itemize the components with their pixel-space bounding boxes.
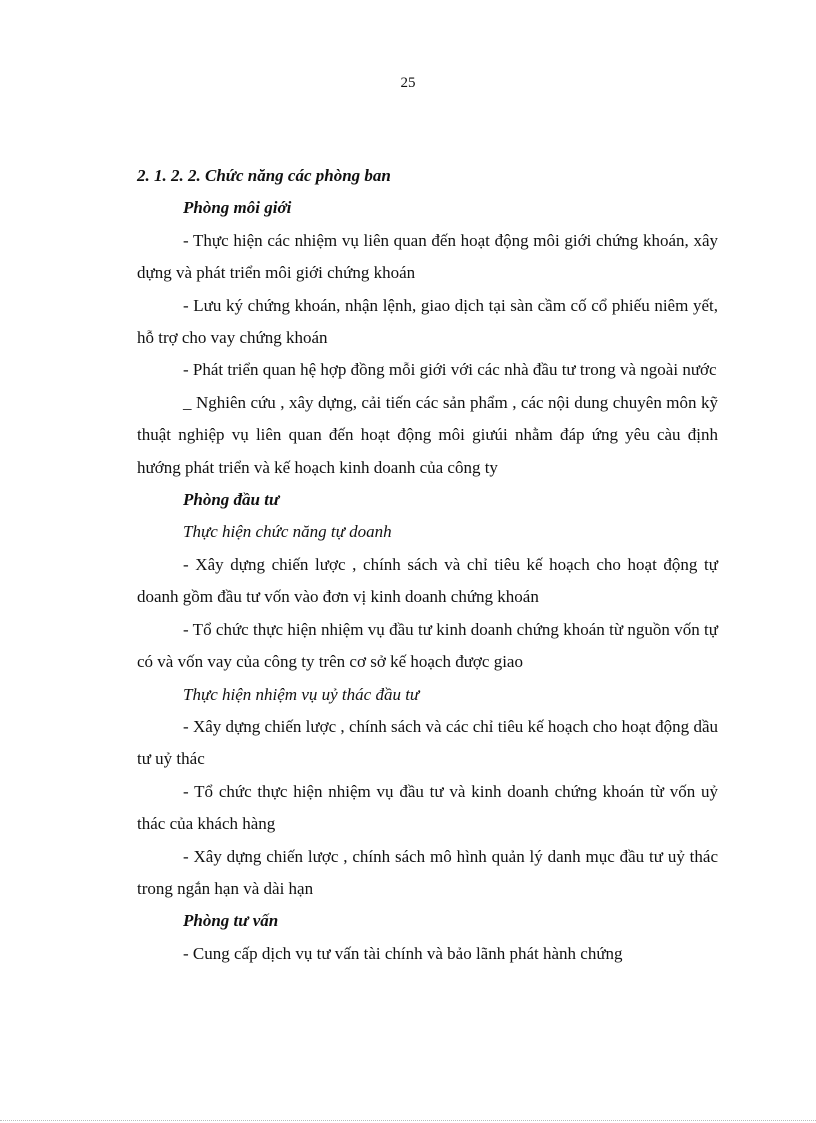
subsection-title-investment: Phòng đầu tư — [183, 490, 280, 510]
paragraph: - Cung cấp dịch vụ tư vấn tài chính và bảo lãnh phát hành chứng — [183, 943, 623, 963]
paragraph: - Lưu ký chứng khoán, nhận lệnh, giao dịch tại sàn cầm cố cổ phiếu niêm yết, hỗ trợ cho vay chứng khoán — [137, 295, 718, 348]
paragraph: - Xây dựng chiến lược , chính sách mô hình quản lý danh mục đầu tư uỷ thác trong ngắn hạn và dài hạn — [137, 846, 718, 898]
page-number: 25 — [400, 75, 416, 91]
paragraph: - Phát triển quan hệ hợp đồng mỗi giới với các nhà đầu tư trong và ngoài nước — [183, 360, 717, 380]
paragraph: - Thực hiện các nhiệm vụ liên quan đến hoạt động môi giới chứng khoán, xây dựng và phát triển môi giới chứng khoán — [137, 230, 718, 283]
subsection-title-advisory: Phòng tư vấn — [183, 911, 279, 931]
paragraph: - Xây dựng chiến lược , chính sách và các chỉ tiêu kế hoạch cho hoạt động dầu tư uỷ thác — [137, 716, 718, 769]
document-body — [137, 160, 718, 970]
function-title-proprietary: Thực hiện chức năng tự doanh — [183, 522, 392, 542]
paragraph: - Xây dựng chiến lược , chính sách và chỉ tiêu kế hoạch cho hoạt động tự doanh gồm đầu tư vốn vào đơn vị kinh doanh chứng khoán — [137, 554, 718, 607]
page-bottom-divider — [0, 1120, 816, 1121]
paragraph: - Tổ chức thực hiện nhiệm vụ đầu tư kinh doanh chứng khoán từ nguồn vốn tự có và vốn vay của công ty trên cơ sở kế hoạch được giao — [137, 619, 718, 672]
paragraph: - Tổ chức thực hiện nhiệm vụ đầu tư và kinh doanh chứng khoán từ vốn uỷ thác của khách hàng — [137, 781, 718, 834]
section-heading: 2. 1. 2. 2. Chức năng các phòng ban — [137, 166, 391, 185]
function-title-trust: Thực hiện nhiệm vụ uỷ thác đầu tư — [183, 684, 420, 704]
subsection-title-broker: Phòng môi giới — [183, 198, 292, 218]
paragraph: _ Nghiên cứu , xây dựng, cải tiến các sản phẩm , các nội dung chuyên môn kỹ thuật nghiệp vụ liên quan đến hoạt động môi giưúi nhằm đáp ứng yêu càu định hướng phát triển và kế hoạch kinh doanh của công ty — [137, 392, 718, 477]
